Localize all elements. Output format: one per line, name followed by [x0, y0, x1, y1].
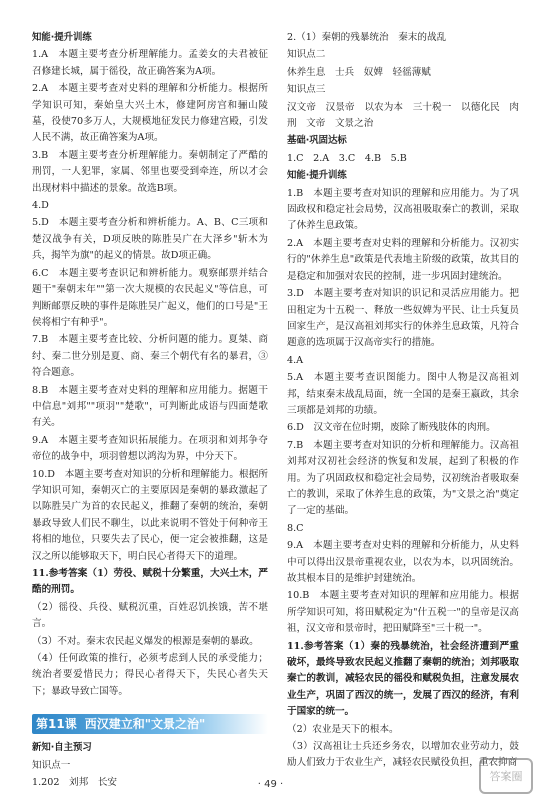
section-header: 知能·提升训练: [287, 170, 347, 182]
answer-paragraph: 1.A 本题主要考查分析理解能力。孟姜女的夫君被征召修建长城，属于徭役，故正确答案为A项。: [32, 49, 268, 77]
reference-answer: 11.参考答案（1）秦的残暴统治，社会经济遭到严重破坏，最终导致农民起义推翻了秦朝的统治；刘邦吸取秦亡的教训，减轻农民的徭役和赋税负担，注意发展农业生产，巩固了西汉的统一，发展了西汉的经济，有利于国家的统一。: [287, 640, 519, 718]
knowledge-point-label: 知识点三: [287, 84, 326, 96]
answer-paragraph: （3）不对。秦末农民起义爆发的根源是秦朝的暴政。: [32, 635, 259, 647]
answer-paragraph: 6.C 本题主要考查识记和辨析能力。观察邮票并结合题干"秦朝末年""第一次大规模的农民起义"等信息，可判断邮票反映的事件是陈胜吴广起义，他们的口号是"王侯将相宁有种乎"。: [32, 267, 268, 328]
knowledge-point-label: 知识点一: [32, 759, 71, 771]
section-header: 基础·巩固达标: [287, 135, 347, 147]
answer-paragraph: （2）农业是天下的根本。: [287, 723, 399, 735]
right-column: [287, 30, 519, 773]
answer-paragraph: 2.A 本题主要考查对史料的理解和分析能力。根据所学知识可知，秦始皇大兴土木，修建阿房宫和骊山陵墓，役使70多万人，大规模地征发民力修建宫殿，引发人民不满，故正确答案为A项。: [32, 83, 268, 144]
left-column: [32, 30, 268, 792]
knowledge-point-label: 知识点二: [287, 49, 326, 61]
lesson-number: 第11课: [36, 717, 77, 732]
answer-paragraph: 汉文帝 汉景帝 以农为本 三十税一 以德化民 肉刑 文帝 文景之治: [287, 101, 519, 130]
answer-paragraph: 2.A 本题主要考查对史料的理解和分析能力。汉初实行的"休养生息"政策是代表地主阶级的政策，故其目的是稳定和加强对农民的控制，进一步巩固封建统治。: [287, 237, 519, 282]
section-header: 新知·自主预习: [32, 742, 92, 754]
answer-paragraph: 5.A 本题主要考查识图能力。图中人物是汉高祖刘邦，结束秦末战乱局面，统一全国的是秦王嬴政，其余三项都是刘邦的功绩。: [287, 372, 519, 416]
watermark-logo: 答案圈: [479, 758, 533, 794]
answer-paragraph: 1.202 刘邦 长安: [32, 777, 118, 789]
page-number: · 49 ·: [257, 779, 284, 790]
answer-paragraph: 10.D 本题主要考查对知识的分析和理解能力。根据所学知识可知，秦朝灭亡的主要原因是秦朝的暴政激起了以陈胜吴广为首的农民起义，推翻了秦朝的统治，秦朝暴政导致人们民不聊生，以此来说明不管处于何种帝王将相的地位，只要失去了民心，便一定会被推翻，这是汉之所以能够取天下，明白民心者得天下的道理。: [32, 468, 268, 562]
reference-answer: 11.参考答案（1）劳役、赋税十分繁重，大兴土木，严酷的刑罚。: [32, 568, 268, 596]
answer-paragraph: 1.B 本题主要考查对知识的理解和应用能力。为了巩固政权和稳定社会局势，汉高祖吸取秦亡的教训，采取了休养生息政策。: [287, 187, 519, 232]
answer-paragraph: 休养生息 士兵 奴婢 轻徭薄赋: [287, 66, 431, 78]
answer-paragraph: 4.A: [287, 354, 304, 366]
answer-paragraph: 6.D 汉文帝在位时期，废除了断残肢体的肉刑。: [287, 422, 496, 434]
answer-paragraph: 4.D: [32, 200, 49, 212]
answer-paragraph: 7.B 本题主要考查对知识的分析和理解能力。汉高祖刘邦对汉初社会经济的恢复和发展，起到了积极的作用。为了巩固政权和稳定社会局势，汉初统治者吸取秦亡的教训，采取了休养生息的政策，为"文景之治"奠定了一定的基础。: [287, 439, 519, 517]
answer-paragraph: 9.A 本题主要考查知识拓展能力。在项羽和刘邦争夺帝位的战争中，项羽曾想以鸿沟为界，中分天下。: [32, 434, 268, 463]
answer-paragraph: 8.C: [287, 522, 304, 534]
section-header: 知能·提升训练: [32, 32, 92, 43]
answer-paragraph: 1.C 2.A 3.C 4.B 5.B: [287, 152, 407, 164]
answer-paragraph: 8.B 本题主要考查对史料的理解和应用能力。据题干中信息"刘邦""项羽""楚歌"，可判断此成语与四面楚歌有关。: [32, 384, 268, 429]
answer-paragraph: 3.D 本题主要考查对知识的识记和灵活应用能力。把田租定为十五税一、释放一些奴婢为平民、让士兵复员回家生产，是汉高祖刘邦实行的休养生息政策，凡符合题意的选项属于汉高帝实行的措施。: [287, 288, 519, 349]
answer-paragraph: 10.B 本题主要考查对知识的理解和应用能力。根据所学知识可知，将田赋税定为"什五税一"的皇帝是汉高祖，汉文帝和景帝时，把田赋降至"三十税一"。: [287, 590, 519, 635]
answer-paragraph: （4）任何政策的推行，必须考虑到人民的承受能力；统治者要爱惜民力；得民心者得天下，失民心者失天下；暴政导致亡国等。: [32, 653, 268, 697]
answer-paragraph: 3.B 本题主要考查分析理解能力。秦朝制定了严酷的刑罚，一人犯罪，家属、邻里也要受到牵连，所以才会出现材料中描述的景象。故选B项。: [32, 149, 268, 194]
answer-paragraph: 9.A 本题主要考查对史料的理解和分析能力，从史料中可以得出汉景帝重视农业，以农为本，以巩固统治。故其根本目的是维护封建统治。: [287, 540, 519, 584]
answer-paragraph: 7.B 本题主要考查比较、分析问题的能力。夏桀、商纣、秦二世分别是夏、商、秦三个朝代有名的暴君，③符合题意。: [32, 334, 268, 379]
answer-paragraph: （2）徭役、兵役、赋税沉重，百姓忍饥挨饿，苦不堪言。: [32, 601, 268, 630]
lesson-title: 西汉建立和"文景之治": [84, 717, 206, 732]
answer-paragraph: （3）汉高祖让士兵还乡务农，以增加农业劳动力，鼓励人们致力于农业生产，减轻农民赋役负担，重农抑商: [287, 741, 519, 769]
answer-paragraph: 5.D 本题主要考查分析和辨析能力。A、B、C三项和楚汉战争有关，D项反映的陈胜吴广在大泽乡"斩木为兵，揭竿为旗"的起义的情景。故D项正确。: [32, 217, 268, 262]
lesson-banner: [32, 714, 268, 734]
answer-paragraph: 2.（1）秦朝的残暴统治 秦末的战乱: [287, 32, 447, 43]
